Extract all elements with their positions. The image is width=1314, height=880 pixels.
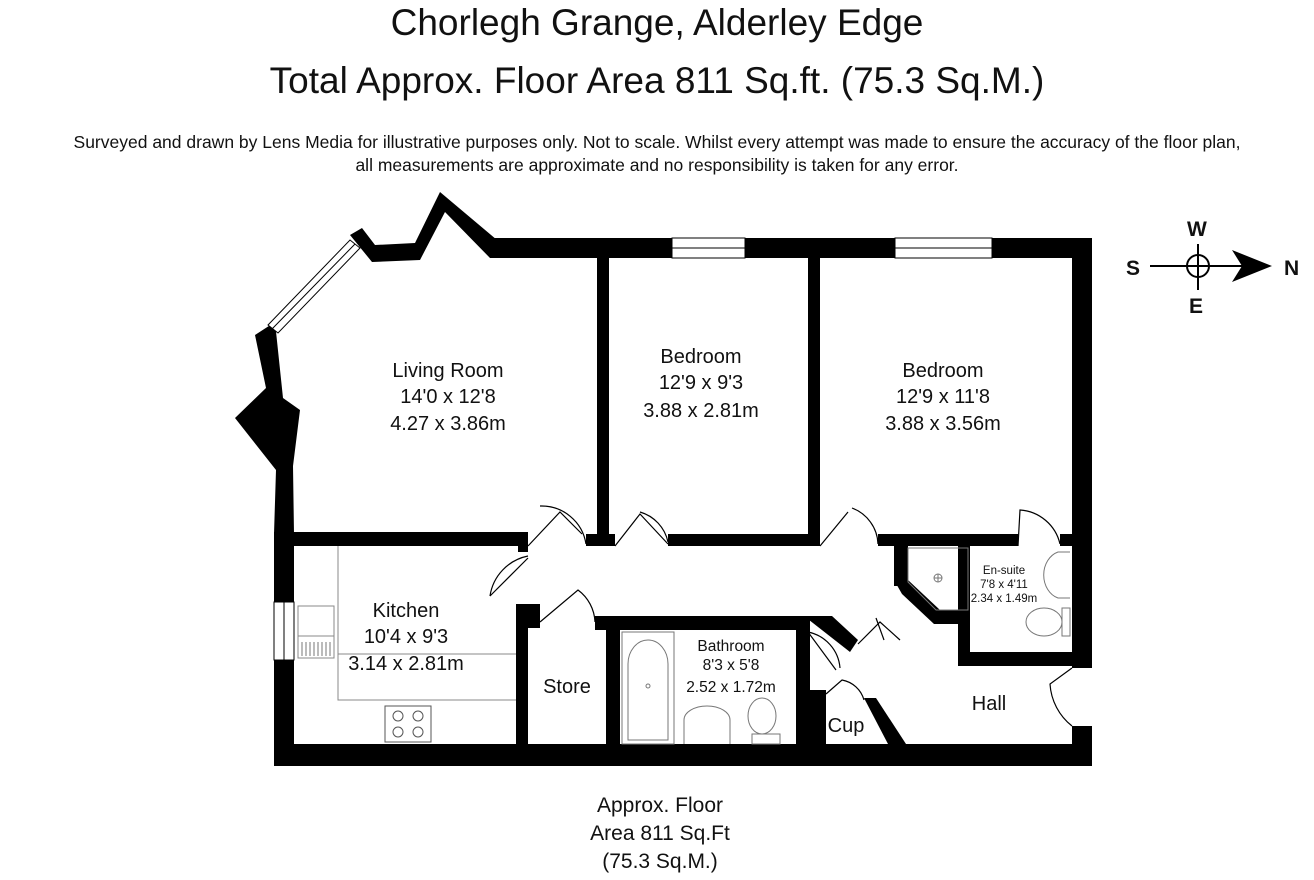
room-metric: 3.88 x 2.81m	[643, 400, 759, 422]
compass-west: W	[1187, 218, 1207, 241]
total-area-heading: Total Approx. Floor Area 811 Sq.ft. (75.3 Sq.M.)	[269, 60, 1045, 101]
windows	[274, 238, 992, 660]
sink-drainer	[302, 642, 330, 656]
wall-segment	[490, 238, 672, 258]
room-name: Bathroom	[697, 638, 765, 655]
wall-segment	[745, 238, 895, 258]
room-name: Bedroom	[902, 360, 984, 382]
footer-line-3: (75.3 Sq.M.)	[602, 850, 718, 873]
room-imperial: 10'4 x 9'3	[363, 626, 449, 648]
property-title: Chorlegh Grange, Alderley Edge	[390, 2, 924, 43]
en-suite-label	[971, 565, 1037, 605]
bay-window	[268, 240, 360, 333]
door-swing	[528, 512, 582, 546]
room-name: Living Room	[392, 360, 504, 382]
footer-line-1: Approx. Floor	[596, 794, 724, 817]
disclaimer-line-2: all measurements are approximate and no responsibility is taken for any error.	[355, 155, 959, 175]
room-imperial: 7'8 x 4'11	[980, 579, 1028, 591]
room-metric: 3.88 x 3.56m	[885, 413, 1001, 435]
room-metric: 2.34 x 1.49m	[970, 593, 1038, 605]
compass	[1126, 218, 1299, 318]
wall-segment	[1072, 238, 1092, 668]
room-imperial: 8'3 x 5'8	[702, 657, 760, 674]
room-name: Bedroom	[660, 346, 742, 368]
room-name: En-suite	[982, 565, 1026, 577]
footer-area	[560, 792, 760, 876]
kitchen-label	[348, 600, 464, 675]
room-imperial: 12'9 x 9'3	[658, 372, 744, 394]
room-name: Kitchen	[372, 600, 440, 622]
hall-label: Hall	[971, 693, 1007, 715]
compass-south: S	[1126, 257, 1141, 280]
room-metric: 3.14 x 2.81m	[348, 653, 464, 675]
compass-east: E	[1189, 295, 1204, 318]
bedroom-1-label	[643, 346, 759, 422]
wall-segment	[274, 744, 1092, 766]
wall-segment	[274, 660, 294, 760]
bedroom-2-label	[885, 360, 1001, 435]
bathroom-label	[686, 638, 776, 696]
bay-wall	[350, 192, 497, 262]
room-metric: 4.27 x 3.86m	[390, 413, 506, 435]
ensuite-fixtures	[908, 548, 1070, 636]
store-label: Store	[543, 676, 591, 698]
compass-north: N	[1284, 257, 1300, 280]
living-room-label	[390, 360, 506, 435]
exterior-walls	[235, 192, 1092, 766]
internal-walls	[274, 258, 1078, 754]
bay-wall	[235, 322, 300, 534]
room-imperial: 14'0 x 12'8	[400, 386, 496, 408]
cupboard-label: Cup	[827, 715, 865, 737]
disclaimer-line-1: Surveyed and drawn by Lens Media for illustrative purposes only. Not to scale. Whilst every attempt was made to ensure the accuracy of the floor plan,	[73, 132, 1241, 152]
footer-line-2: Area 811 Sq.Ft	[590, 822, 730, 845]
room-metric: 2.52 x 1.72m	[686, 679, 776, 696]
room-imperial: 12'9 x 11'8	[895, 386, 991, 408]
